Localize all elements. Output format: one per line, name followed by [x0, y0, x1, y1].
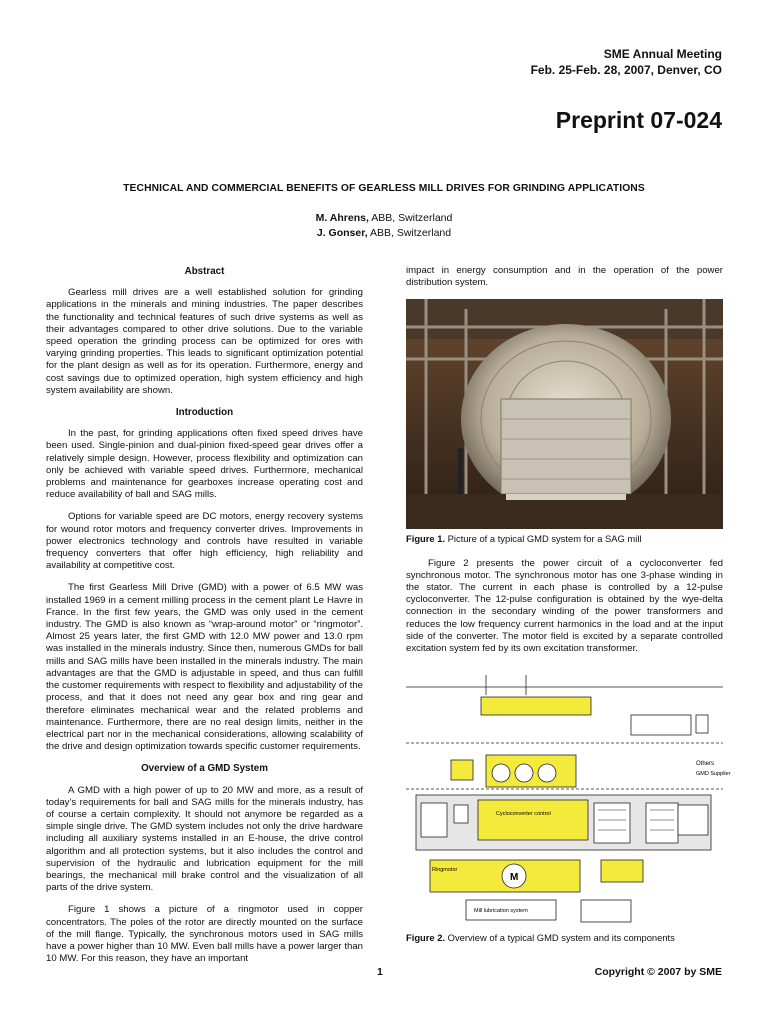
left-column [46, 266, 363, 975]
figure-1-caption-text: Picture of a typical GMD system for a SAG mill [445, 533, 642, 545]
label-cycloconverter-control: Cycloconverter control [496, 811, 551, 818]
author-line [0, 226, 768, 241]
introduction-paragraph: Options for variable speed are DC motors, energy recovery systems for wound rotor motors and frequency converter drives. Improvements in power electronics technology and controls have resulted in variable frequency converters that offer high efficiency, high reliability and availability at competitive cost. [46, 511, 363, 572]
author-list [0, 211, 768, 241]
label-gmd-supplier: GMD Supplier [696, 771, 731, 778]
label-mill-lubrication: Mill lubrication system [474, 908, 528, 915]
meeting-date: Feb. 25-Feb. 28, 2007, Denver, CO [530, 63, 722, 77]
right-column [406, 265, 731, 944]
meeting-info [531, 46, 722, 78]
author-name: J. Gonser, [316, 227, 368, 239]
label-others: Others [696, 761, 715, 768]
copyright-notice: Copyright © 2007 by SME [594, 966, 722, 978]
figure-1 [406, 299, 723, 545]
overview-paragraph: Figure 1 shows a picture of a ringmotor used in copper concentrators. The poles of the rotor are directly mounted on the surface of the mill flange. Typically, the synchronous motors used in SAG mills have a power higher than 10 MW. Even ball mills have a power larger than 10 MW. For this reason, they have an important [46, 904, 363, 965]
page-number: 1 [377, 966, 383, 978]
author-affiliation: ABB, Switzerland [367, 227, 452, 239]
author-name: M. Ahrens, [315, 212, 369, 224]
figure-1-label: Figure 1. [406, 533, 446, 545]
label-ringmotor: Ringmotor [432, 867, 458, 874]
introduction-heading: Introduction [175, 407, 234, 419]
figure-1-caption [406, 533, 723, 545]
author-line [0, 211, 768, 226]
label-motor: M [510, 872, 519, 884]
paper-title: TECHNICAL AND COMMERCIAL BENEFITS OF GEARLESS MILL DRIVES FOR GRINDING APPLICATIONS [123, 183, 645, 194]
figure-2 [406, 665, 731, 944]
author-affiliation: ABB, Switzerland [368, 212, 453, 224]
overview-heading: Overview of a GMD System [141, 763, 268, 775]
sag-mill-illustration [406, 299, 723, 529]
preprint-number: Preprint 07-024 [555, 107, 722, 133]
introduction-paragraph: The first Gearless Mill Drive (GMD) with a power of 6.5 MW was installed 1969 in a cement milling process in the cement plant Le Havre in France. In the first few years, the GMD was only used in the cement industry. The GMD is also known as “wrap-around motor” or “ringmotor”. Almost 25 years later, the first GMD with 12.0 MW power and 13.0 rpm was installed in the minerals industry. Since then, numerous GMDs for ball mills and SAG mills have been installed in the minerals industry. The main advantages are that the GMD is adjustable in speed, and thus can fulfill the customer requirements with respect to flexibility and adjustability of the process, and that it does not need any gear box and ring gear and therefore eliminates mechanical wear and the related problems and maintenance. Furthermore, there are no real design limits, neither in the electrical part nor in the mechanical considerations, allowing scalability of the drive and design optimization towards specific customer requirements. [46, 582, 363, 753]
gmd-system-diagram [406, 665, 731, 928]
figure-2-caption [406, 932, 723, 944]
introduction-paragraph: In the past, for grinding applications often fixed speed drives have been used. Single-pinion and dual-pinion fixed-speed gear drives offer a relatively simple design. However, process flexibility and optimization can only be achieved with variable speed drives. Furthermore, mechanical problems and maintenance for gearboxes increase operating cost and reduce availability of ball and SAG mills. [46, 428, 363, 501]
gmd-system-schematic [406, 665, 731, 928]
overview-paragraph: A GMD with a high power of up to 20 MW and more, as a result of today’s requirements for ball and SAG mills for the minerals industry, has of course a certain complexity. It should not anymore be regarded as a simple single drive. The GMD system includes not only the drive hardware including all auxiliary systems installed in an E-house, the drive control algorithm and all protection systems, but it also includes the control and supervision of the hydraulic and lubrication equipment for the mill bearings, the mechanical mill brake control and the visualization of all parts of the drive system. [46, 784, 363, 894]
meeting-name: SME Annual Meeting [603, 47, 722, 61]
continued-paragraph: impact in energy consumption and in the operation of the power distribution system. [406, 265, 723, 289]
sag-mill-photo [406, 299, 723, 529]
abstract-text: Gearless mill drives are a well established solution for grinding applications in the minerals and mining industries. The paper describes the functionality and technical features of such drive systems as well as their advantages compared to other drive solutions. Due to the variable speed operation the grinding process can be optimized for ores with varying grinding properties. This leads to significant optimization potential for the plant design as well as for its operation. Furthermore, energy and cost savings due to optimized operation, high system efficiency and high system availability are shown. [46, 287, 363, 396]
abstract-heading: Abstract [184, 266, 225, 277]
figure-2-label: Figure 2. [406, 932, 446, 944]
figure-2-caption-text: Overview of a typical GMD system and its components [445, 932, 675, 944]
figure-2-description: Figure 2 presents the power circuit of a cycloconverter fed synchronous motor. The synchronous motor has one 3-phase winding in the stator. The current in each phase is controlled by a 12-pulse cycloconverter. The 12-pulse configuration is obtained by the wye-delta connection in the secondary winding of the power transformers and reduces the low frequency current harmonics in the load and at the input side of the converter. The motor field is excited by a separate controlled excitation system fed by its own excitation transformer. [406, 557, 723, 655]
